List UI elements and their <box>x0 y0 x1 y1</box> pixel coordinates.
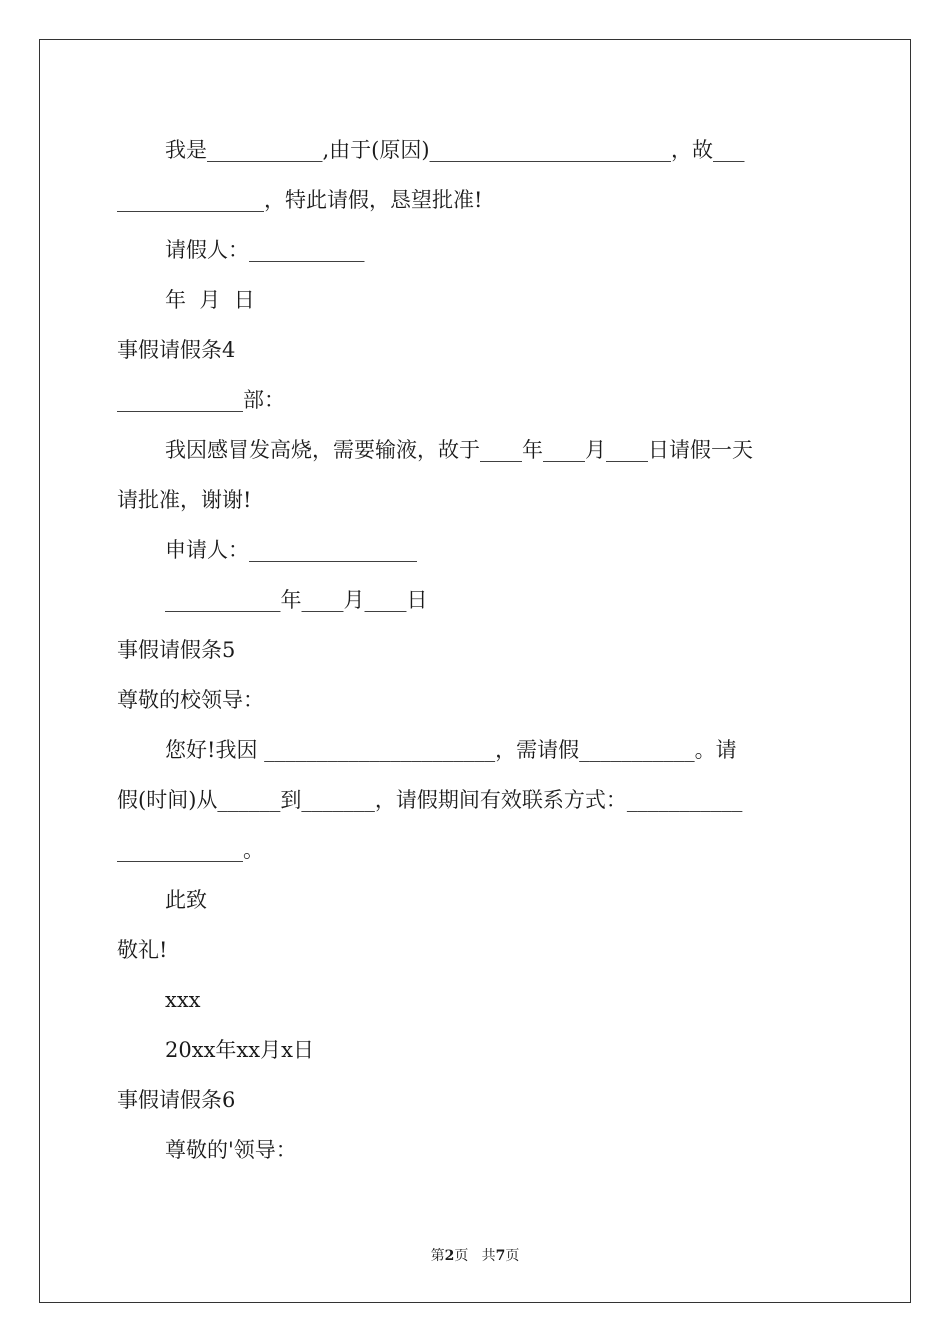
footer-total-pages: 7 <box>495 1248 506 1264</box>
text-line-14: 假(时间)从______到_______，请假期间有效联系方式：___________ <box>117 788 743 812</box>
date-fill-line: ___________年____月____日 <box>165 588 428 612</box>
text-line-8: 请批准，谢谢! <box>117 488 252 512</box>
text-line-15: ____________。 <box>117 838 264 862</box>
footer-total-suffix: 页 <box>505 1248 520 1264</box>
text-line-13: 您好!我因 ______________________，需请假___________。请 <box>165 738 737 762</box>
page-footer <box>0 1246 950 1266</box>
section-heading-4: 事假请假条4 <box>117 338 236 362</box>
section-heading-6: 事假请假条6 <box>117 1088 236 1112</box>
text-line-7: 我因感冒发高烧，需要输液，故于____年____月____日请假一天 <box>165 438 753 462</box>
date-line: 年 月 日 <box>165 288 255 312</box>
footer-prefix: 第 <box>430 1248 445 1264</box>
salutation-line-6: 尊敬的'领导： <box>165 1138 297 1162</box>
text-line-1: 我是___________,由于(原因)_______________________，故___ <box>165 138 745 162</box>
regards-line: 敬礼! <box>117 938 168 962</box>
footer-page-number: 2 <box>444 1248 455 1264</box>
closing-line: 此致 <box>165 888 207 912</box>
signature-date-line: 20xx年xx月x日 <box>165 1038 314 1062</box>
section-heading-5: 事假请假条5 <box>117 638 236 662</box>
salutation-line: 尊敬的校领导： <box>117 688 264 712</box>
text-line-2: ______________，特此请假，恳望批准! <box>117 188 483 212</box>
department-line: ____________部： <box>117 388 285 412</box>
signature-line: xxx <box>165 988 201 1012</box>
footer-page-suffix: 页 <box>454 1248 469 1264</box>
applicant-line: 申请人：________________ <box>165 538 417 562</box>
leave-applicant-line: 请假人：___________ <box>165 238 365 262</box>
footer-total-prefix: 共 <box>481 1248 496 1264</box>
